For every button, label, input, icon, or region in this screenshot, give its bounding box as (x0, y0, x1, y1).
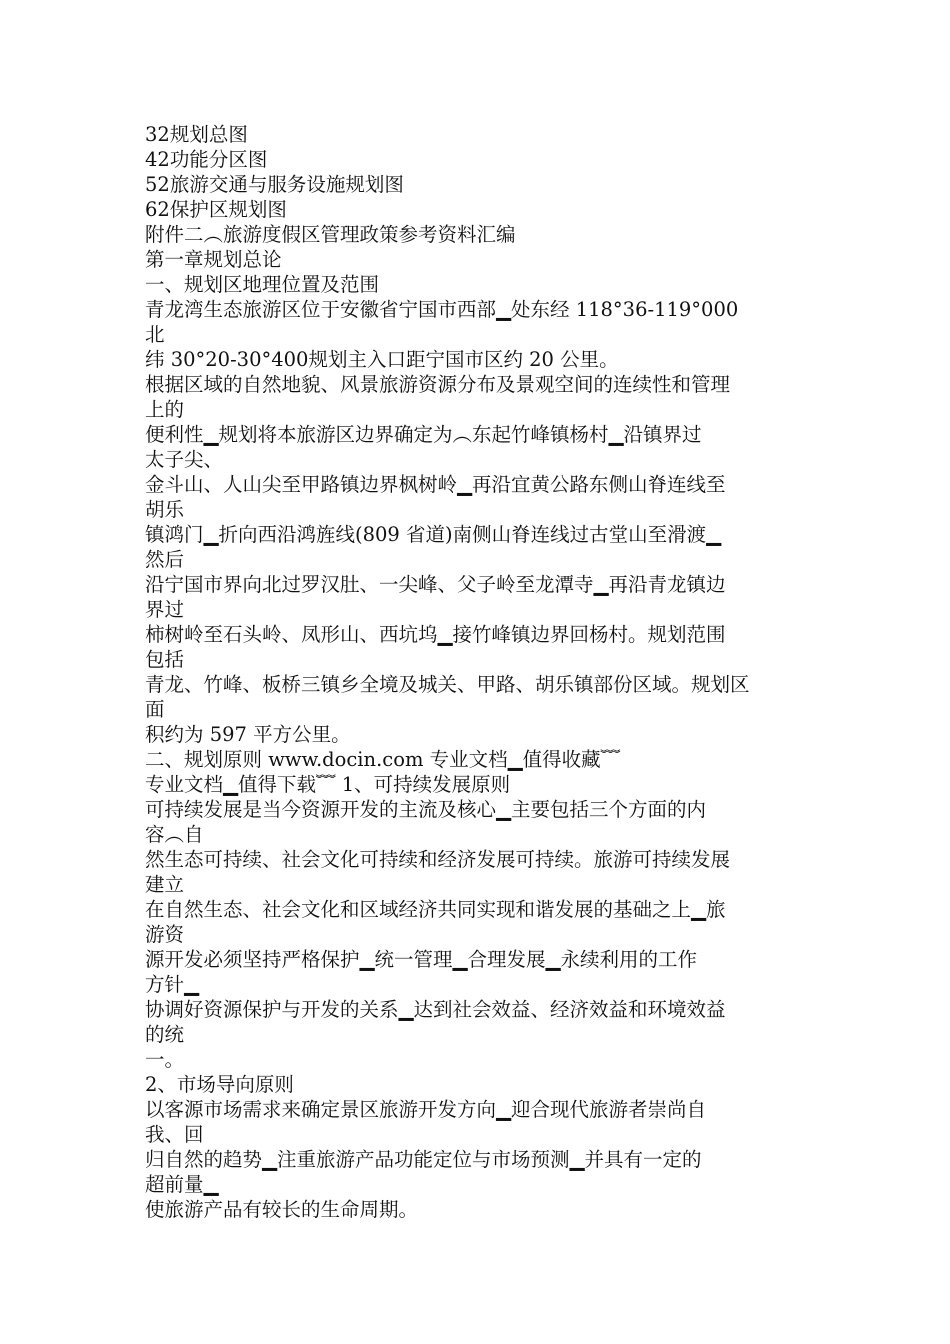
text-line: 青龙湾生态旅游区位于安徽省宁国市西部▁处东经 118°36-119°000 (145, 298, 739, 321)
text-line: 62保护区规划图 (145, 198, 287, 221)
text-line: 以客源市场需求来确定景区旅游开发方向▁迎合现代旅游者崇尚自 (145, 1098, 706, 1121)
text-line: 胡乐 (145, 498, 185, 521)
text-line: 建立 (145, 873, 185, 896)
text-line: 52旅游交通与服务设施规划图 (145, 173, 404, 196)
text-line: 一。 (145, 1048, 185, 1071)
text-line: 方针▁ (145, 973, 199, 996)
section-heading: 一、规划区地理位置及范围 (145, 273, 380, 296)
text-line: 42功能分区图 (145, 148, 268, 171)
subsection-heading: 2、市场导向原则 (145, 1073, 294, 1096)
text-line: 归自然的趋势▁注重旅游产品功能定位与市场预测▁并具有一定的 (145, 1148, 702, 1171)
text-line: 青龙、竹峰、板桥三镇乡全境及城关、甲路、胡乐镇部份区域。规划区 (145, 673, 750, 696)
text-line: 包括 (145, 648, 185, 671)
section-heading: 二、规划原则 www.docin.com 专业文档▁值得收藏﹌ (145, 748, 621, 771)
text-line: 32规划总图 (145, 123, 248, 146)
text-line: 沿宁国市界向北过罗汉肚、一尖峰、父子岭至龙潭寺▁再沿青龙镇边 (145, 573, 726, 596)
text-line: 源开发必须坚持严格保护▁统一管理▁合理发展▁永续利用的工作 (145, 948, 697, 971)
text-line: 根据区域的自然地貌、风景旅游资源分布及景观空间的连续性和管理 (145, 373, 731, 396)
text-line: 上的 (145, 398, 185, 421)
text-line: 容︵自 (145, 823, 204, 846)
text-line: 金斗山、人山尖至甲路镇边界枫树岭▁再沿宜黄公路东侧山脊连线至 (145, 473, 726, 496)
text-line: 然生态可持续、社会文化可持续和经济发展可持续。旅游可持续发展 (145, 848, 731, 871)
text-line: 镇鸿门▁折向西沿鸿旌线(809 省道)南侧山脊连线过古堂山至滑渡▁ (145, 523, 722, 546)
text-line: 界过 (145, 598, 185, 621)
text-line: 游资 (145, 923, 185, 946)
text-line: 面 (145, 698, 165, 721)
text-line: 便利性▁规划将本旅游区边界确定为︵东起竹峰镇杨村▁沿镇界过 (145, 423, 702, 446)
text-line: 北 (145, 323, 165, 346)
text-line: 在自然生态、社会文化和区域经济共同实现和谐发展的基础之上▁旅 (145, 898, 726, 921)
text-line: 协调好资源保护与开发的关系▁达到社会效益、经济效益和环境效益 (145, 998, 726, 1021)
text-line: 纬 30°20-30°400规划主入口距宁国市区约 20 公里。 (145, 348, 619, 371)
text-line: 然后 (145, 548, 185, 571)
text-line: 超前量▁ (145, 1173, 219, 1196)
text-line: 柿树岭至石头岭、凤形山、西坑坞▁接竹峰镇边界回杨村。规划范围 (145, 623, 726, 646)
text-line: 积约为 597 平方公里。 (145, 723, 351, 746)
document-body (145, 122, 810, 1222)
text-line: 太子尖、 (145, 448, 224, 471)
text-line: 使旅游产品有较长的生命周期。 (145, 1198, 419, 1221)
text-line: 我、回 (145, 1123, 204, 1146)
text-line: 的统 (145, 1023, 185, 1046)
text-line: 附件二︵旅游度假区管理政策参考资料汇编 (145, 223, 516, 246)
chapter-heading: 第一章规划总论 (145, 248, 282, 271)
text-line: 可持续发展是当今资源开发的主流及核心▁主要包括三个方面的内 (145, 798, 706, 821)
text-line: 专业文档▁值得下载﹌ 1、可持续发展原则 (145, 773, 511, 796)
